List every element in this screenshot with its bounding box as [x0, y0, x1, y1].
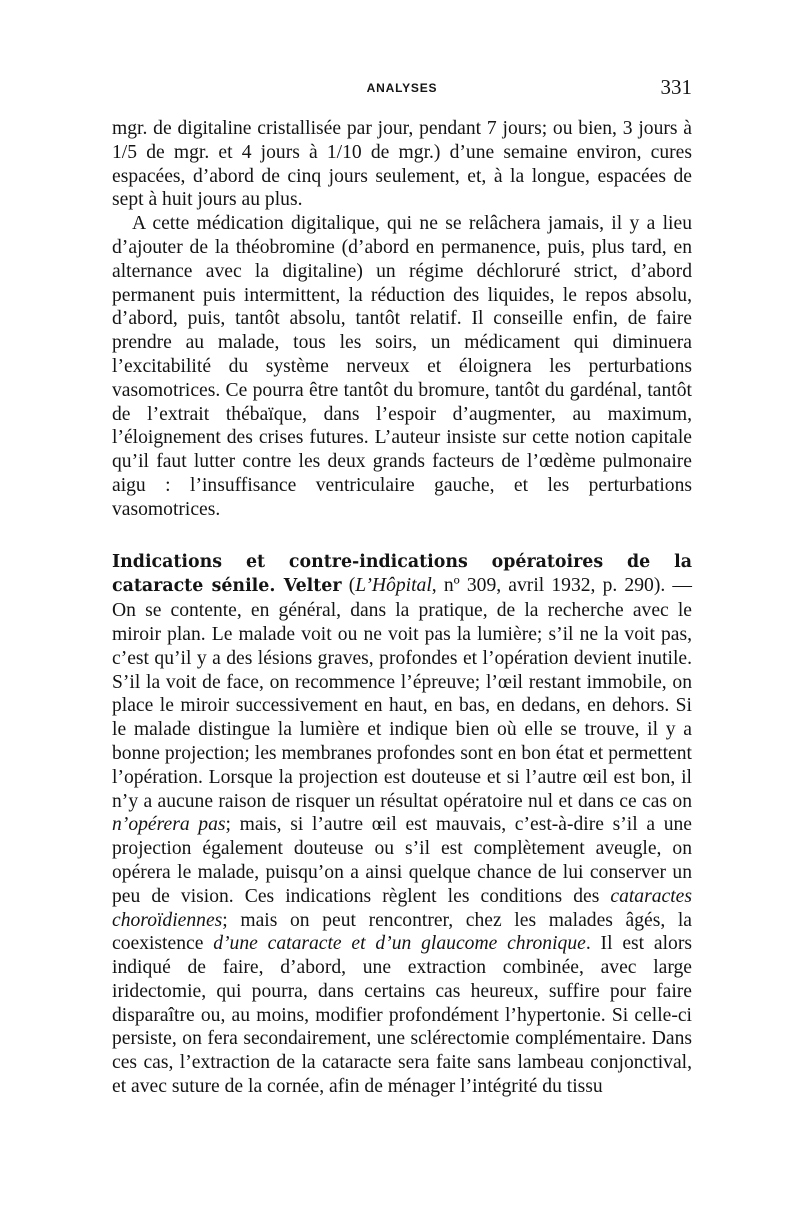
- article-text-1: On se contente, en général, dans la pratique, de la recherche avec le miroir plan. Le malade voit ou ne voit pas la lumière; s’il ne la voit pas, c’est qu’il y a des lésions graves, profondes et l’opération devient inutile. S’il la voit de face, on recommence l’épreuve; l’œil restant immobile, on place le miroir successivement en haut, en bas, en dedans, en dehors. Si le malade distingue la lumière et indique bien où elle se trouve, il y a bonne projection; les membranes profondes sont en bon état et permettent l’opération. Lorsque la projection est douteuse et si l’autre œil est bon, il n’y a aucune raison de risquer un résultat opératoire nul et dans ce cas on: [112, 600, 692, 812]
- running-head: [112, 75, 692, 101]
- article-text-4: . Il est alors indiqué de faire, d’abord, une extraction combinée, avec large iridectomie, qui pourra, dans certains cas heureux, suffire pour faire disparaître ou, au moins, modifier profondément l’hypertonie. Si celle-ci persiste, on fera secondairement, une sclérectomie complémentaire. Dans ces cas, l’extraction de la cataracte sera faite sans lambeau conjonctival, et avec suture de la cornée, afin de ménager l’intégrité du tissu: [112, 933, 692, 1098]
- article-text-2: ; mais, si l’autre œil est mauvais, c’est-à-dire s’il a une projection également douteuse ou s’il est complètement aveugle, on opérera le malade, puisqu’on a ainsi quelque chance de lui conserver un peu de vision. Ces indications règlent les conditions des: [112, 814, 693, 907]
- paragraph-continuation: mgr. de digitaline cristallisée par jour, pendant 7 jours; ou bien, 3 jours à 1/5 de mgr. et 4 jours à 1/10 de mgr.) d’une semaine environ, cures espacées, d’abord de cinq jours seulement, et, à la longue, espacées de sept à huit jours au plus.: [112, 118, 692, 211]
- article-emphasis-3: d’une cataracte et d’un glaucome chronique: [213, 933, 586, 955]
- paragraph-medication: A cette médication digitalique, qui ne se relâchera jamais, il y a lieu d’ajouter de la théobromine (d’abord en permanence, puis, plus tard, en alternance avec la digitaline) un régime déchloruré strict, d’abord permanent puis intermittent, la réduction des liquides, le repos absolu, d’abord, puis, tantôt absolu, tantôt relatif. Il conseille enfin, de faire prendre au malade, tous les soirs, un médicament qui diminuera l’excitabilité du système nerveux et éloignera les perturbations vasomotrices. Ce pourra être tantôt du bromure, tantôt du gardénal, tantôt de l’extrait thébaïque, dans l’espoir d’augmenter, au maximum, l’éloignement des crises futures. L’auteur insiste sur cette notion capitale qu’il faut lutter contre les deux grands facteurs de l’œdème pulmonaire aigu : l’insuffisance ventriculaire gauche, et les perturbations vasomotrices.: [112, 213, 692, 520]
- citation-open: (: [341, 575, 356, 597]
- article-text-3: ; mais on peut rencontrer, chez les malades âgés, la coexistence: [112, 909, 692, 955]
- article-title: Indications et contre-indications opératoires de la cataracte sénile. Velter: [112, 551, 692, 597]
- article-entry: [112, 550, 692, 1099]
- article-emphasis-2: cataractes choroïdiennes: [112, 885, 692, 931]
- running-title: ANALYSES: [366, 81, 438, 95]
- body-text: [112, 117, 692, 1099]
- citation-details: , nº 309, avril 1932, p. 290). —: [431, 575, 692, 597]
- article-emphasis-1: n’opérera pas: [112, 814, 226, 836]
- citation-journal: L’Hôpital: [355, 575, 432, 597]
- page-number: 331: [660, 75, 692, 99]
